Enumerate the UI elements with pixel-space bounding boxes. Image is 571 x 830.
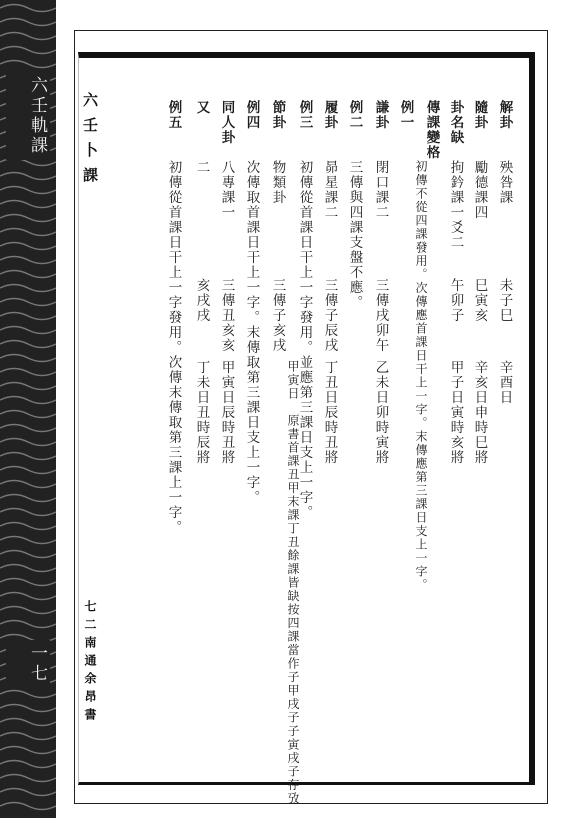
column-11-mid: 次傳取首課日干上一字。末傳取第三課日支上一字。 <box>243 160 260 505</box>
column-3-mid: 拘鈐課一爻二 <box>447 160 464 250</box>
column-14-mid: 初傳從首課日干上一字發用。次傳末傳取第三課上一字。 <box>165 160 182 535</box>
book-spine <box>0 0 56 818</box>
column-4-top: 傳課變格 <box>423 100 440 160</box>
column-3-top: 卦名缺 <box>447 100 464 145</box>
column-6-bot: 乙未日卯時寅將 <box>372 360 389 465</box>
column-9-mid: 初傳從首課日干上一字發用。並應第三課日支上一字。 <box>296 160 313 520</box>
column-2-top: 隨卦 <box>471 100 488 130</box>
column-1-low: 未子巳 <box>496 278 513 323</box>
column-8-mid: 昴星課二 <box>321 160 338 220</box>
column-6-top: 謙卦 <box>372 100 389 130</box>
column-6-low: 三傳戌卯午 <box>372 278 389 353</box>
column-12-low: 三傳丑亥亥 <box>218 278 235 353</box>
column-6-mid: 閉口課二 <box>372 160 389 220</box>
column-1-mid: 殃咎課 <box>496 160 513 205</box>
column-7-mid: 三傳與四課支盤不應。 <box>346 160 363 310</box>
column-13-low: 亥戌戌 <box>193 278 210 323</box>
column-9-top: 例三 <box>296 100 313 130</box>
column-5-top: 例一 <box>397 100 414 130</box>
column-10-low: 三傳子亥戌 <box>269 278 286 353</box>
column-1-bot: 辛酉日 <box>496 360 513 405</box>
column-12-bot: 甲寅日辰時丑將 <box>218 360 235 465</box>
column-10-bot: 甲寅日 原書首課丑甲末課丁丑餘課皆缺按四課當作子甲戌子子寅戌子存攷 <box>286 360 300 806</box>
column-3-low: 午卯子 <box>447 278 464 323</box>
printer-mark: 七二南通余昂書 <box>83 600 97 726</box>
column-14-top: 例五 <box>165 100 182 130</box>
column-13-top: 又 <box>193 100 210 115</box>
column-7-top: 例二 <box>346 100 363 130</box>
column-12-mid: 八專課一 <box>218 160 235 220</box>
column-2-low: 巳寅亥 <box>471 278 488 323</box>
column-2-mid: 勵德課四 <box>471 160 488 220</box>
column-13-bot: 丁未日丑時辰將 <box>193 360 210 465</box>
column-13-mid: 二 <box>193 160 210 175</box>
running-header: 六壬卜課 <box>81 92 99 192</box>
column-3-bot: 甲子日寅時亥將 <box>447 360 464 465</box>
spine-title: 六壬軌課 <box>6 72 50 160</box>
column-1-top: 解卦 <box>496 100 513 130</box>
spine-page-number: 一七 <box>6 640 50 688</box>
column-8-bot: 丁丑日辰時丑將 <box>321 360 338 465</box>
column-10-mid: 物類卦 <box>269 160 286 205</box>
column-11-top: 例四 <box>243 100 260 130</box>
column-12-top: 同人卦 <box>218 100 235 145</box>
column-8-low: 三傳子辰戌 <box>321 278 338 353</box>
column-10-top: 節卦 <box>269 100 286 130</box>
column-8-top: 履卦 <box>321 100 338 130</box>
column-5-mid: 初傳不從四課發用。次傳應首課日干上一字。末傳應第三課日支上一字。 <box>414 160 428 592</box>
column-2-bot: 辛亥日申時巳將 <box>471 360 488 465</box>
